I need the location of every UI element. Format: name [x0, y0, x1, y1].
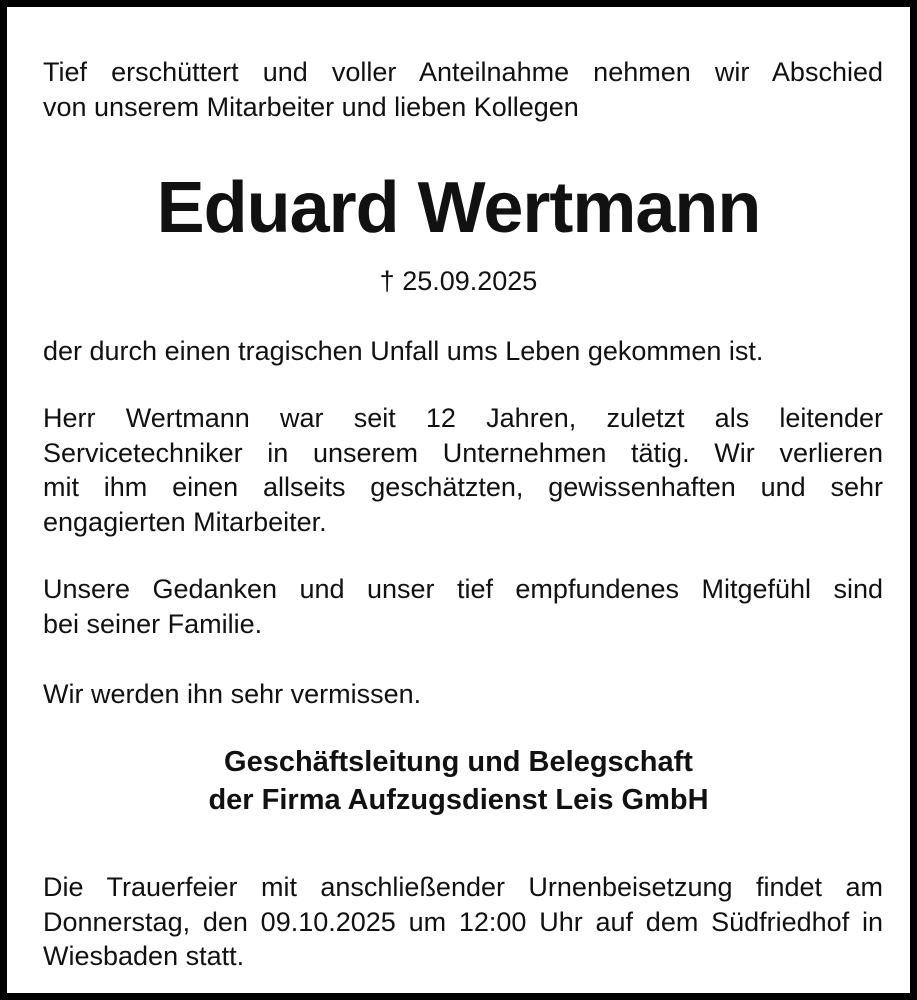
intro-paragraph: [43, 55, 883, 124]
funeral-line-1: Die Trauerfeier mit anschließender Urnenbeisetzung findet am: [43, 872, 883, 902]
deceased-name: Eduard Wertmann: [156, 168, 761, 248]
closing-paragraph: [43, 677, 883, 712]
intro-line-2: von unserem Mitarbeiter und lieben Kollegen: [43, 91, 579, 122]
condolence-line-2: bei seiner Familie.: [43, 608, 263, 639]
signature-line-2: der Firma Aufzugsdienst Leis GmbH: [208, 784, 709, 816]
intro-line-1: Tief erschüttert und voller Anteilnahme nehmen wir Abschied: [43, 57, 883, 87]
circumstance-line: der durch einen tragischen Unfall ums Leben gekommen ist.: [43, 336, 764, 366]
tribute-line-1: Herr Wertmann war seit 12 Jahren, zuletzt als leitender: [43, 403, 883, 433]
funeral-line-2: Donnerstag, den 09.10.2025 um 12:00 Uhr auf dem Südfriedhof in: [43, 906, 883, 937]
tribute-paragraph: [43, 401, 883, 539]
condolence-line-1: Unsere Gedanken und unser tief empfundenes Mitgefühl sind: [43, 574, 883, 604]
funeral-paragraph: [43, 870, 883, 974]
circumstance-paragraph: [43, 334, 883, 369]
tribute-line-4: engagierten Mitarbeiter.: [43, 506, 327, 537]
death-date: † 25.09.2025: [379, 266, 538, 296]
signature-block: [7, 743, 910, 819]
closing-line: Wir werden ihn sehr vermissen.: [43, 679, 422, 709]
condolence-paragraph: [43, 572, 883, 641]
funeral-line-3: Wiesbaden statt.: [43, 941, 245, 971]
signature-line-1: Geschäftsleitung und Belegschaft: [224, 746, 693, 778]
tribute-line-3: mit ihm einen allseits geschätzten, gewissenhaften und sehr: [43, 472, 883, 502]
tribute-line-2: Servicetechniker in unserem Unternehmen tätig. Wir verlieren: [43, 437, 883, 468]
